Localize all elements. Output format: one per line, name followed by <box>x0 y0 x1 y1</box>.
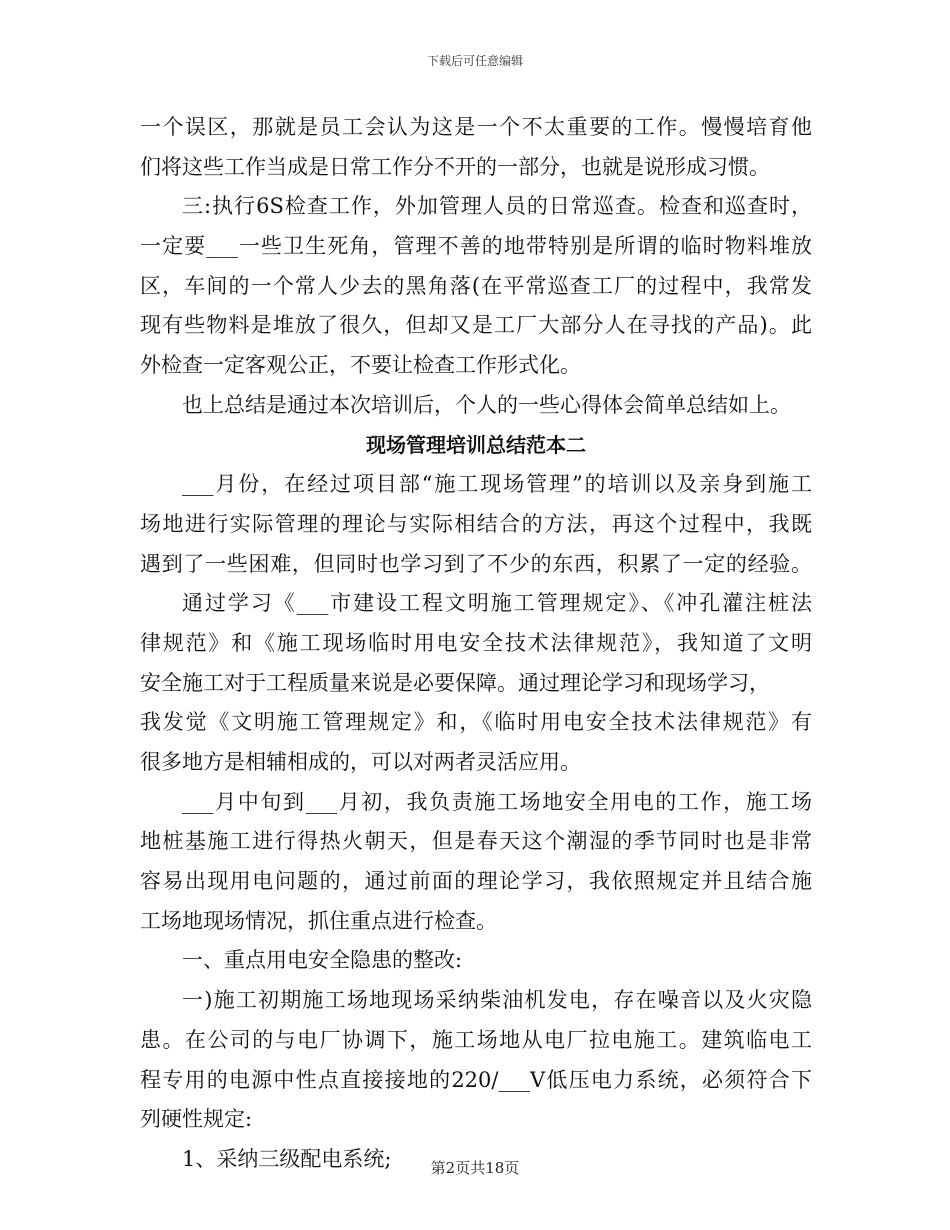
paragraph-line: 外检查一定客观公正，不要让检查工作形式化。 <box>140 353 581 378</box>
paragraph-line: 们将这些工作当成是日常工作分不开的一部分，也就是说形成习惯。 <box>140 154 770 179</box>
paragraph-line: 一定要___一些卫生死角，管理不善的地带特别是所谓的临时物料堆放 <box>140 234 812 259</box>
paragraph-line: 律规范》和《施工现场临时用电安全技术法律规范》，我知道了文明 <box>140 630 812 655</box>
paragraph-line: 遇到了一些困难，但同时也学习到了不少的东西，积累了一定的经验。 <box>140 551 812 576</box>
paragraph-line: 我发觉《文明施工管理规定》和，《临时用电安全技术法律规范》有 <box>140 710 812 735</box>
paragraph-line: ___月中旬到___月初，我负责施工场地安全用电的工作，施工场 <box>182 789 812 814</box>
paragraph-line: 工场地现场情况，抓住重点进行检查。 <box>140 908 497 933</box>
paragraph-line: 通过学习《___市建设工程文明施工管理规定》、《冲孔灌注桩法 <box>182 591 812 616</box>
paragraph-line: 容易出现用电问题的，通过前面的理论学习，我依照规定并且结合施 <box>140 869 812 894</box>
paragraph-line: 一个误区，那就是员工会认为这是一个不太重要的工作。慢慢培育他 <box>140 115 812 139</box>
document-body <box>140 108 812 1180</box>
paragraph-line: 1、采纳三级配电系统; <box>182 1146 392 1171</box>
section-heading: 现场管理培训总结范本二 <box>366 432 586 457</box>
paragraph-line: 很多地方是相辅相成的，可以对两者灵活应用。 <box>140 750 581 774</box>
paragraph-line: 患。在公司的与电厂协调下，施工场地从电厂拉电施工。建筑临电工 <box>140 1027 812 1052</box>
paragraph-line: 列硬性规定: <box>140 1107 253 1132</box>
paragraph-line: 一)施工初期施工场地现场采纳柴油机发电，存在噪音以及火灾隐 <box>182 988 812 1013</box>
paragraph-line: 也上总结是通过本次培训后，个人的一些心得体会简单总结如上。 <box>182 392 791 417</box>
page-header: 下载后可任意编辑 <box>426 54 523 68</box>
paragraph-line: 安全施工对于工程质量来说是必要保障。通过理论学习和现场学习， <box>140 670 770 695</box>
paragraph-line: 现有些物料是堆放了很久，但却又是工厂大部分人在寻找的产品)。此 <box>140 313 812 338</box>
paragraph-line: 区，车间的一个常人少去的黑角落(在平常巡查工厂的过程中，我常发 <box>140 273 812 298</box>
page-number: 第2页共18页 <box>430 1159 520 1177</box>
paragraph-line: 三:执行6S检查工作，外加管理人员的日常巡查。检查和巡查时， <box>182 194 812 219</box>
paragraph-line: 地桩基施工进行得热火朝天，但是春天这个潮湿的季节同时也是非常 <box>140 829 812 854</box>
paragraph-line: ___月份，在经过项目部“施工现场管理”的培训以及亲身到施工 <box>182 472 812 497</box>
paragraph-line: 程专用的电源中性点直接接地的220/___V低压电力系统，必须符合下 <box>140 1067 812 1092</box>
paragraph-line: 一、重点用电安全隐患的整改: <box>182 948 463 973</box>
paragraph-line: 场地进行实际管理的理论与实际相结合的方法，再这个过程中，我既 <box>140 511 812 536</box>
